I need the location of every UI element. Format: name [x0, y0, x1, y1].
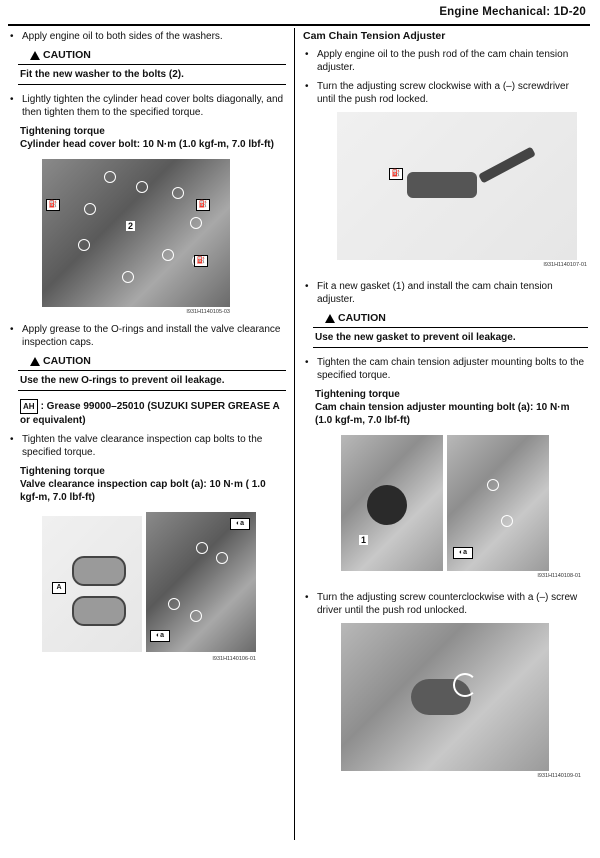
grease-spec	[20, 399, 286, 427]
warning-icon	[325, 314, 335, 323]
caution-text: Use the new O-rings to prevent oil leakage.	[18, 370, 286, 391]
figure-caption: I931H1140108-01	[537, 573, 581, 579]
right-column	[303, 30, 588, 791]
right-bullet-1: • Apply engine oil to the push rod of the cam chain tension adjuster.	[303, 48, 588, 74]
left-torque-2	[20, 465, 286, 504]
left-bullet-3: • Apply grease to the O-rings and install the valve clearance inspection caps.	[8, 323, 286, 349]
caution-text: Use the new gasket to prevent oil leakage.	[313, 327, 588, 348]
oil-tag-icon: ⛽	[46, 199, 60, 211]
torque-text: Cam chain tension adjuster mounting bolt (a): 10 N·m (1.0 kgf-m, 7.0 lbf-ft)	[315, 402, 570, 426]
right-caution-1	[313, 312, 588, 348]
right-figure-3	[317, 623, 587, 783]
torque-tag-icon: ◐a	[230, 518, 250, 530]
right-bullet-5: • Turn the adjusting screw counterclockwise with a (–) screw driver until the push rod unlocked.	[303, 591, 588, 617]
right-bullet-2: • Turn the adjusting screw clockwise with a (–) screwdriver until the push rod locked.	[303, 80, 588, 106]
left-figure-2	[22, 512, 262, 662]
right-torque-1	[315, 388, 588, 427]
inspection-cap-illustration	[42, 516, 142, 652]
figure-caption: I931H1140107-01	[543, 262, 587, 268]
torque-tag-icon: ◐a	[453, 547, 473, 559]
mounting-bolts-photo-right	[447, 435, 549, 571]
part-label-1: 1	[361, 535, 367, 545]
left-figure-1	[22, 159, 230, 315]
torque-title: Tightening torque	[315, 389, 400, 400]
caution-label: CAUTION	[43, 49, 91, 61]
caution-text: Fit the new washer to the bolts (2).	[18, 64, 286, 85]
oil-tag-icon: ⛽	[389, 168, 403, 180]
page-title: Engine Mechanical: 1D-20	[439, 6, 586, 18]
torque-tag-icon: ◐a	[150, 630, 170, 642]
engine-caps-photo	[146, 512, 256, 652]
left-bullet-1: • Apply engine oil to both sides of the washers.	[8, 30, 286, 43]
section-title: Cam Chain Tension Adjuster	[303, 30, 446, 42]
figure-caption: I931H1140109-01	[537, 773, 581, 779]
torque-title: Tightening torque	[20, 126, 105, 137]
oil-tag-icon: ⛽	[194, 255, 208, 267]
right-figure-2	[317, 435, 587, 583]
page-header	[0, 0, 600, 30]
adjusting-screw-photo	[341, 623, 549, 771]
header-rule	[8, 24, 590, 26]
left-torque-1	[20, 125, 286, 151]
cylinder-head-photo	[42, 159, 230, 307]
right-bullet-4: • Tighten the cam chain tension adjuster mounting bolts to the specified torque.	[303, 356, 588, 382]
figure-caption: I931H1140105-03	[186, 309, 230, 315]
torque-title: Tightening torque	[20, 466, 105, 477]
warning-icon	[30, 51, 40, 60]
torque-text: Valve clearance inspection cap bolt (a): 10 N·m ( 1.0 kgf-m, 7.0 lbf-ft)	[20, 479, 266, 503]
caution-label: CAUTION	[338, 312, 386, 324]
left-bullet-4: • Tighten the valve clearance inspection cap bolts to the specified torque.	[8, 433, 286, 459]
left-bullet-2: • Lightly tighten the cylinder head cover bolts diagonally, and then tighten them to the specified torque.	[8, 93, 286, 119]
grease-icon: AH	[20, 399, 38, 414]
left-column	[8, 30, 286, 670]
part-label-2: 2	[128, 221, 134, 231]
oil-tag-icon: ⛽	[196, 199, 210, 211]
right-figure-1	[317, 112, 587, 272]
mounting-bolts-photo-left	[341, 435, 443, 571]
column-divider	[294, 28, 295, 840]
figure-caption: I931H1140106-01	[212, 656, 256, 662]
caution-label: CAUTION	[43, 355, 91, 367]
torque-text: Cylinder head cover bolt: 10 N·m (1.0 kgf-m, 7.0 lbf-ft)	[20, 139, 274, 150]
warning-icon	[30, 357, 40, 366]
grease-tag-icon: A	[52, 582, 66, 594]
left-caution-2	[18, 355, 286, 391]
left-caution-1	[18, 49, 286, 85]
right-bullet-3: • Fit a new gasket (1) and install the cam chain tension adjuster.	[303, 280, 588, 306]
grease-text: : Grease 99000–25010 (SUZUKI SUPER GREASE A or equivalent)	[20, 401, 280, 426]
tension-adjuster-photo	[337, 112, 577, 260]
